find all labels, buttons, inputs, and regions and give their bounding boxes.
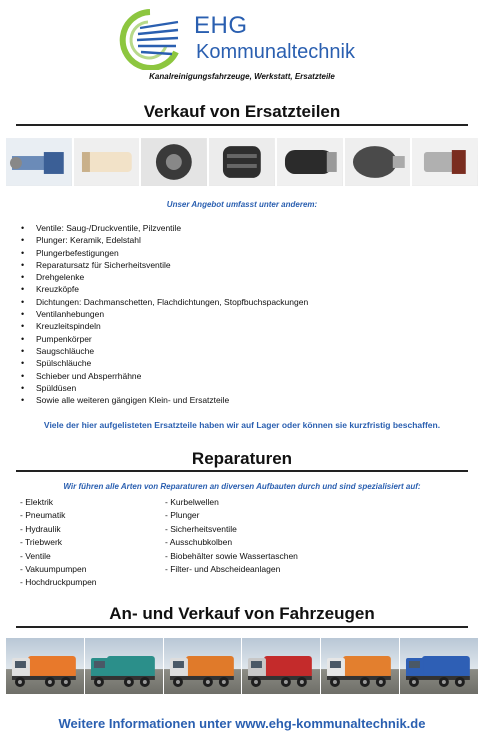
parts-list (20, 222, 308, 406)
part-image-crosshead (209, 138, 275, 186)
sales-intro: Unser Angebot umfasst unter anderem: (166, 200, 318, 209)
list-item: • Schieber und Absperrhähne (20, 370, 308, 382)
list-item: • Ventilanhebungen (20, 308, 308, 320)
list-item: - Ventile (20, 550, 51, 561)
list-item: - Hydraulik (20, 523, 61, 534)
repairs-intro: Wir führen alle Arten von Reparaturen an diversen Aufbauten durch und sind spezialisiert auf: (63, 482, 421, 491)
list-item: • Reparatursatz für Sicherheitsventile (20, 259, 308, 271)
list-item: • Plungerbefestigungen (20, 247, 308, 259)
truck-icon (85, 638, 163, 694)
list-item: • Drehgelenke (20, 271, 308, 283)
list-item: - Sicherheitsventile (165, 523, 237, 534)
list-item: - Vakuumpumpen (20, 564, 87, 575)
list-item: • Dichtungen: Dachmanschetten, Flachdichtungen, Stopfbuchspackungen (20, 296, 308, 308)
list-item: • Kreuzköpfe (20, 283, 308, 295)
list-item: • Spülschläuche (20, 357, 308, 369)
sales-section-title: Verkauf von Ersatzteilen (143, 102, 341, 121)
list-item: - Ausschubkolben (165, 537, 233, 548)
part-image-nozzle (345, 138, 411, 186)
truck-icon (6, 638, 84, 694)
list-item: - Plunger (165, 510, 200, 521)
list-item: - Elektrik (20, 497, 54, 507)
vehicle-photo (85, 638, 163, 694)
vehicle-photo (242, 638, 320, 694)
vehicle-photo (321, 638, 399, 694)
company-logo (118, 8, 368, 70)
list-item: • Ventile: Saug-/Druckventile, Pilzventile (20, 222, 308, 234)
brand-subname: Kommunaltechnik (196, 41, 355, 63)
list-item: • Spüldüsen (20, 382, 308, 394)
vehicle-photo (400, 638, 478, 694)
list-item: - Kurbelwellen (165, 497, 219, 507)
part-image-valve (6, 138, 72, 186)
vehicles-title-rule (16, 626, 468, 628)
vehicle-photo (164, 638, 242, 694)
part-image-plunger (74, 138, 140, 186)
company-tagline: Kanalreinigungsfahrzeuge, Werkstatt, Ersatzteile (149, 72, 335, 81)
truck-icon (400, 638, 478, 694)
list-item: - Biobehälter sowie Wassertaschen (165, 550, 298, 561)
vehicle-photo (6, 638, 84, 694)
list-item: - Pneumatik (20, 510, 66, 521)
truck-icon (321, 638, 399, 694)
vehicle-image-strip (6, 638, 478, 694)
stock-note: Viele der hier aufgelisteten Ersatzteile haben wir auf Lager oder können sie kurzfristig beschaffen. (43, 420, 441, 430)
logo-swoosh-icon (118, 8, 182, 70)
repairs-section-title: Reparaturen (191, 449, 293, 468)
list-item: • Pumpenkörper (20, 333, 308, 345)
list-item: • Sowie alle weiteren gängigen Klein- und Ersatzteile (20, 394, 308, 406)
truck-icon (164, 638, 242, 694)
list-item: • Kreuzleitspindeln (20, 320, 308, 332)
parts-image-strip (6, 138, 478, 186)
list-item: - Hochdruckpumpen (20, 577, 97, 588)
list-item: - Triebwerk (20, 537, 63, 548)
brand-name: EHG (194, 12, 248, 39)
part-image-hose (277, 138, 343, 186)
list-item: • Plunger: Keramik, Edelstahl (20, 234, 308, 246)
repairs-title-rule (16, 470, 468, 472)
part-image-sleeve (412, 138, 478, 186)
sales-title-rule (16, 124, 468, 126)
footer-info: Weitere Informationen unter www.ehg-kommunaltechnik.de (58, 716, 426, 731)
list-item: • Saugschläuche (20, 345, 308, 357)
list-item: - Filter- und Abscheideanlagen (165, 564, 281, 575)
part-image-swivel (141, 138, 207, 186)
truck-icon (242, 638, 320, 694)
vehicles-section-title: An- und Verkauf von Fahrzeugen (109, 604, 375, 623)
repairs-list-left (20, 496, 97, 590)
repairs-list-right (165, 496, 298, 576)
